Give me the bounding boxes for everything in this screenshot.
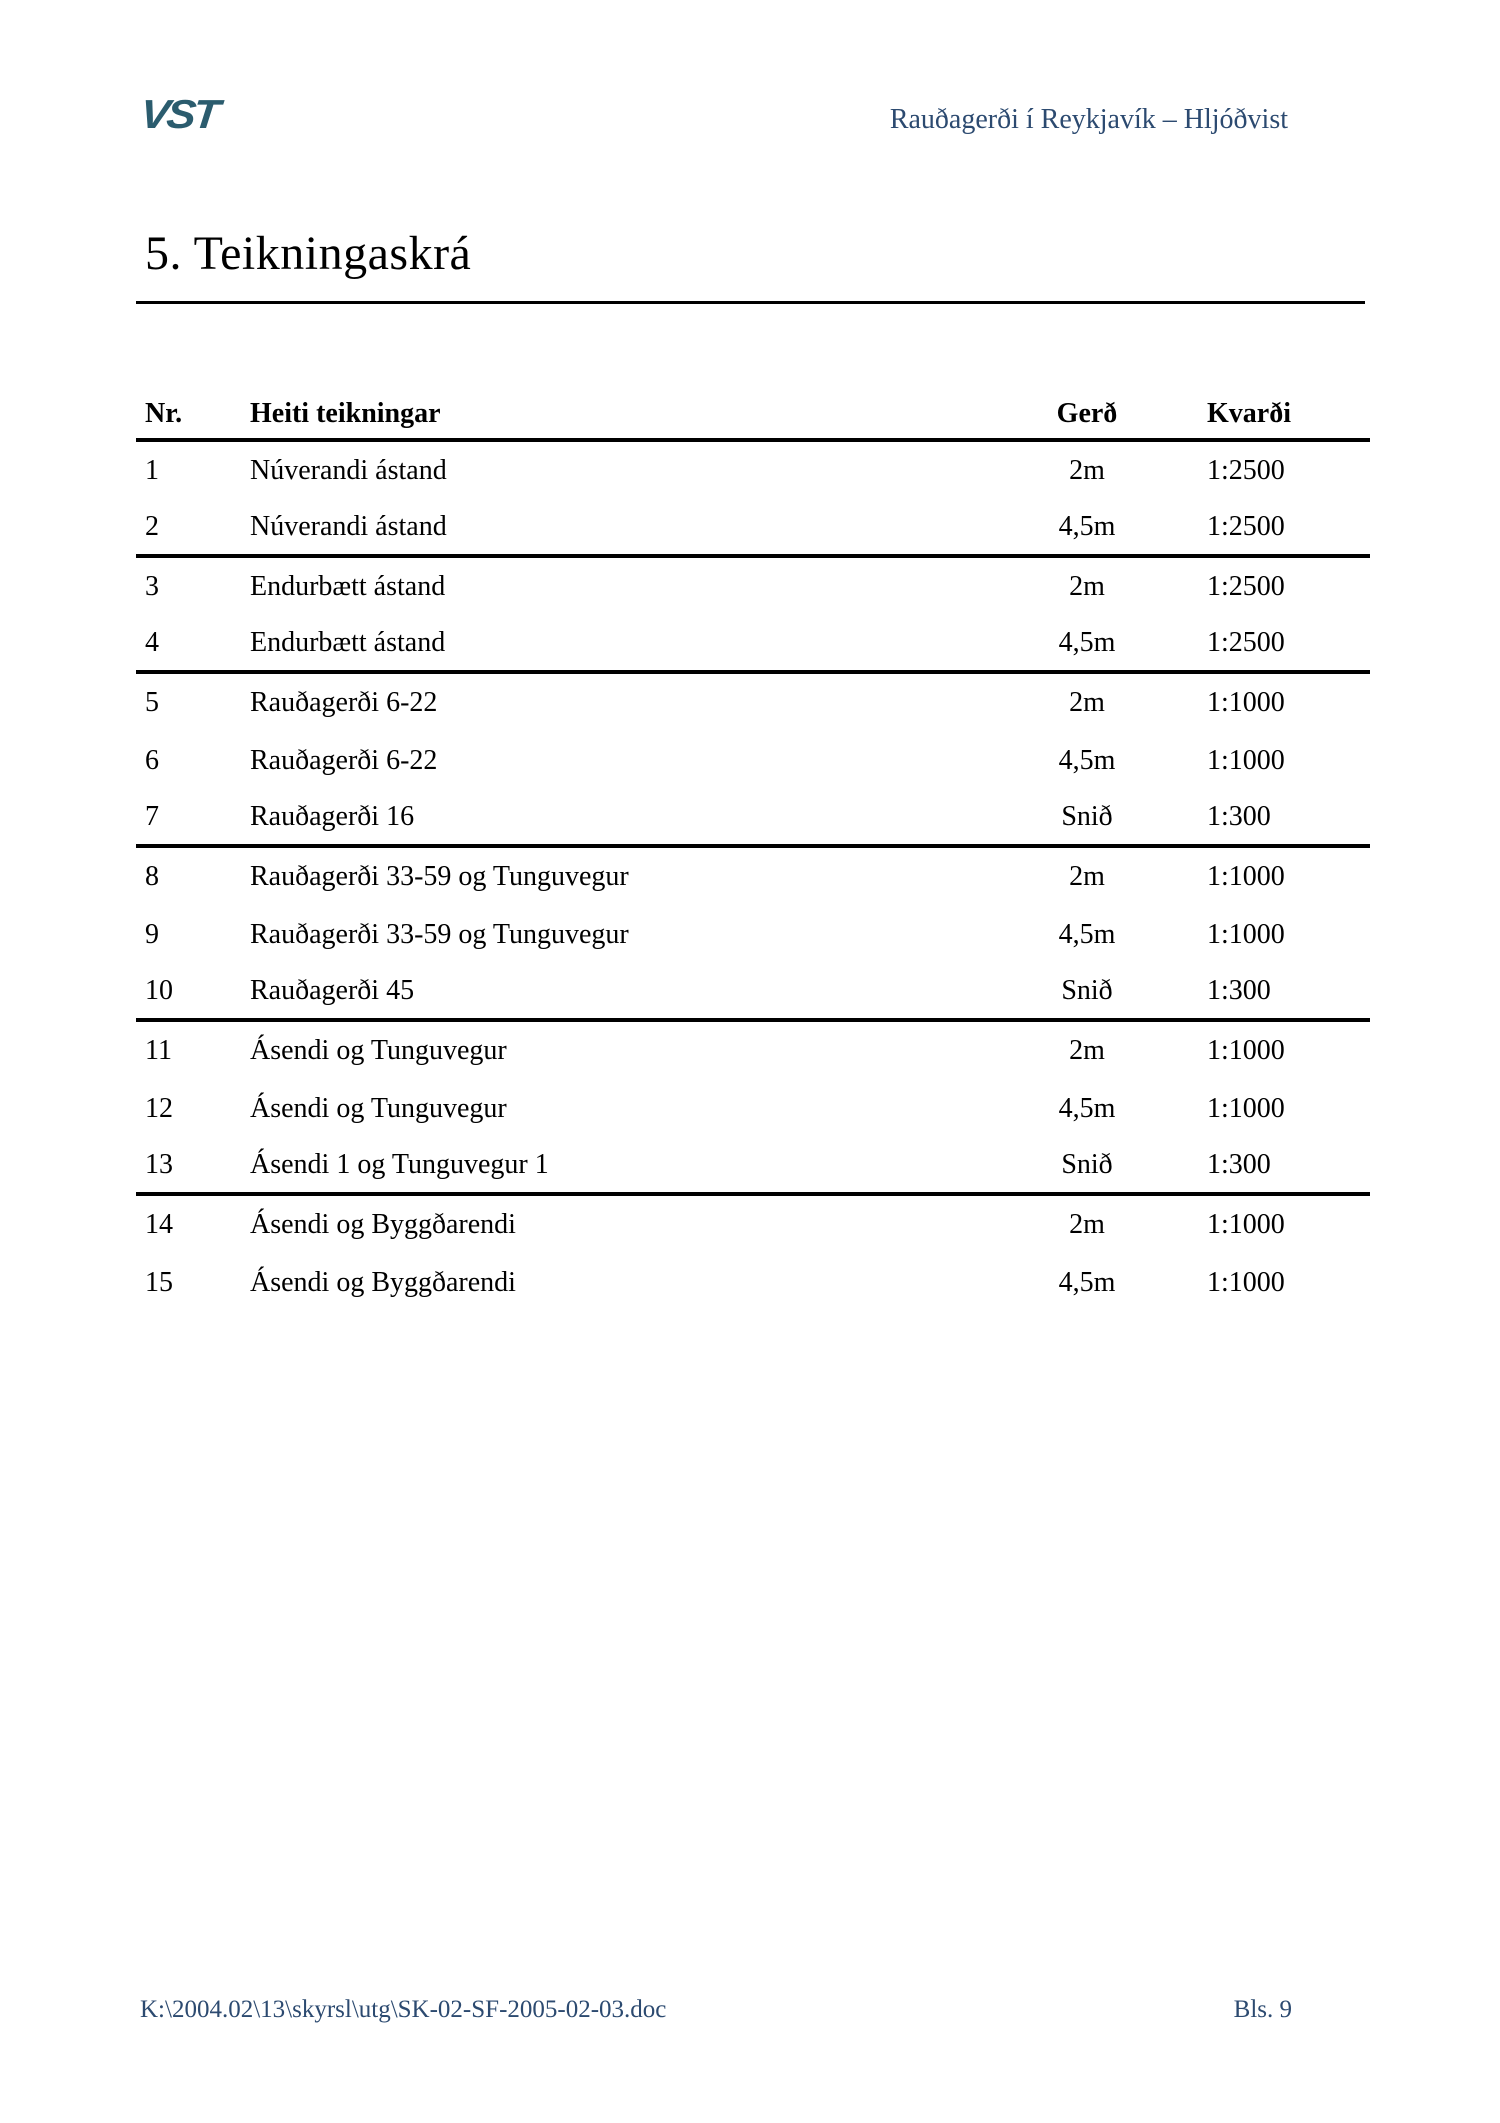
- cell-gerd: 2m: [1069, 1035, 1105, 1066]
- page-title: 5. Teikningaskrá: [145, 227, 472, 280]
- table-row: [136, 1080, 1370, 1138]
- cell-kvardi: 1:1000: [1207, 1093, 1285, 1124]
- cell-gerd: Snið: [1061, 975, 1113, 1006]
- drawings-table: [136, 390, 1370, 1312]
- cell-heiti: Núverandi ástand: [250, 511, 447, 542]
- cell-heiti: Rauðagerði 6-22: [250, 687, 438, 718]
- cell-heiti: Rauðagerði 33-59 og Tunguvegur: [250, 861, 629, 892]
- cell-kvardi: 1:2500: [1207, 571, 1285, 602]
- footer-file-path: K:\2004.02\13\skyrsl\utg\SK-02-SF-2005-02-03.doc: [140, 1996, 667, 2023]
- table-row: [136, 674, 1370, 732]
- cell-nr: 6: [145, 745, 159, 776]
- cell-nr: 12: [145, 1093, 173, 1124]
- cell-kvardi: 1:1000: [1207, 687, 1285, 718]
- cell-nr: 10: [145, 975, 173, 1006]
- column-header-gerd: Gerð: [1056, 398, 1118, 429]
- table-row: [136, 1254, 1370, 1312]
- cell-gerd: 4,5m: [1058, 919, 1116, 950]
- cell-heiti: Endurbætt ástand: [250, 571, 446, 602]
- cell-kvardi: 1:300: [1207, 801, 1271, 832]
- cell-gerd: 2m: [1069, 1209, 1105, 1240]
- table-row: [136, 500, 1370, 558]
- cell-gerd: Snið: [1061, 801, 1113, 832]
- table-group: [136, 1196, 1370, 1312]
- cell-kvardi: 1:1000: [1207, 1267, 1285, 1298]
- cell-nr: 2: [145, 511, 159, 542]
- cell-nr: 3: [145, 571, 159, 602]
- cell-heiti: Ásendi og Tunguvegur: [250, 1093, 507, 1124]
- cell-heiti: Ásendi og Tunguvegur: [250, 1035, 507, 1066]
- cell-heiti: Núverandi ástand: [250, 455, 447, 486]
- cell-heiti: Ásendi 1 og Tunguvegur 1: [250, 1149, 549, 1180]
- cell-gerd: 4,5m: [1058, 745, 1116, 776]
- cell-nr: 8: [145, 861, 159, 892]
- cell-kvardi: 1:2500: [1207, 455, 1285, 486]
- cell-gerd: 4,5m: [1058, 511, 1116, 542]
- cell-gerd: 4,5m: [1058, 627, 1116, 658]
- document-header-title: Rauðagerði í Reykjavík – Hljóðvist: [889, 104, 1288, 135]
- cell-kvardi: 1:1000: [1207, 1035, 1285, 1066]
- cell-kvardi: 1:2500: [1207, 511, 1285, 542]
- title-divider: [136, 301, 1365, 304]
- cell-kvardi: 1:1000: [1207, 861, 1285, 892]
- cell-kvardi: 1:300: [1207, 1149, 1271, 1180]
- cell-nr: 5: [145, 687, 159, 718]
- table-group: [136, 674, 1370, 848]
- table-row: [136, 616, 1370, 674]
- column-header-kvardi: Kvarði: [1207, 398, 1291, 429]
- table-row: [136, 442, 1370, 500]
- cell-heiti: Rauðagerði 33-59 og Tunguvegur: [250, 919, 629, 950]
- cell-kvardi: 1:1000: [1207, 1209, 1285, 1240]
- table-row: [136, 1138, 1370, 1196]
- table-row: [136, 848, 1370, 906]
- table-row: [136, 964, 1370, 1022]
- cell-heiti: Rauðagerði 45: [250, 975, 415, 1006]
- table-row: [136, 906, 1370, 964]
- cell-kvardi: 1:300: [1207, 975, 1271, 1006]
- table-group: [136, 1022, 1370, 1196]
- table-header-row: [136, 390, 1370, 442]
- table-group: [136, 848, 1370, 1022]
- cell-nr: 15: [145, 1267, 173, 1298]
- cell-gerd: 4,5m: [1058, 1093, 1116, 1124]
- column-header-nr: Nr.: [145, 398, 183, 429]
- column-header-heiti: Heiti teikningar: [250, 398, 441, 429]
- cell-nr: 14: [145, 1209, 173, 1240]
- cell-nr: 11: [145, 1035, 172, 1066]
- cell-nr: 1: [145, 455, 159, 486]
- table-row: [136, 558, 1370, 616]
- table-row: [136, 1022, 1370, 1080]
- cell-gerd: 4,5m: [1058, 1267, 1116, 1298]
- cell-gerd: 2m: [1069, 571, 1105, 602]
- cell-nr: 13: [145, 1149, 173, 1180]
- cell-heiti: Rauðagerði 16: [250, 801, 415, 832]
- cell-kvardi: 1:1000: [1207, 745, 1285, 776]
- cell-nr: 9: [145, 919, 159, 950]
- table-body: [136, 442, 1370, 1312]
- cell-heiti: Rauðagerði 6-22: [250, 745, 438, 776]
- cell-kvardi: 1:2500: [1207, 627, 1285, 658]
- table-group: [136, 558, 1370, 674]
- footer-page-number: Bls. 9: [1233, 1996, 1292, 2023]
- cell-heiti: Ásendi og Byggðarendi: [250, 1209, 516, 1240]
- cell-gerd: 2m: [1069, 687, 1105, 718]
- cell-gerd: 2m: [1069, 861, 1105, 892]
- cell-gerd: Snið: [1061, 1149, 1113, 1180]
- cell-heiti: Ásendi og Byggðarendi: [250, 1267, 516, 1298]
- cell-kvardi: 1:1000: [1207, 919, 1285, 950]
- table-row: [136, 732, 1370, 790]
- table-row: [136, 1196, 1370, 1254]
- cell-gerd: 2m: [1069, 455, 1105, 486]
- cell-heiti: Endurbætt ástand: [250, 627, 446, 658]
- vst-logo: VST: [138, 92, 220, 138]
- cell-nr: 4: [145, 627, 159, 658]
- cell-nr: 7: [145, 801, 159, 832]
- table-group: [136, 442, 1370, 558]
- table-row: [136, 790, 1370, 848]
